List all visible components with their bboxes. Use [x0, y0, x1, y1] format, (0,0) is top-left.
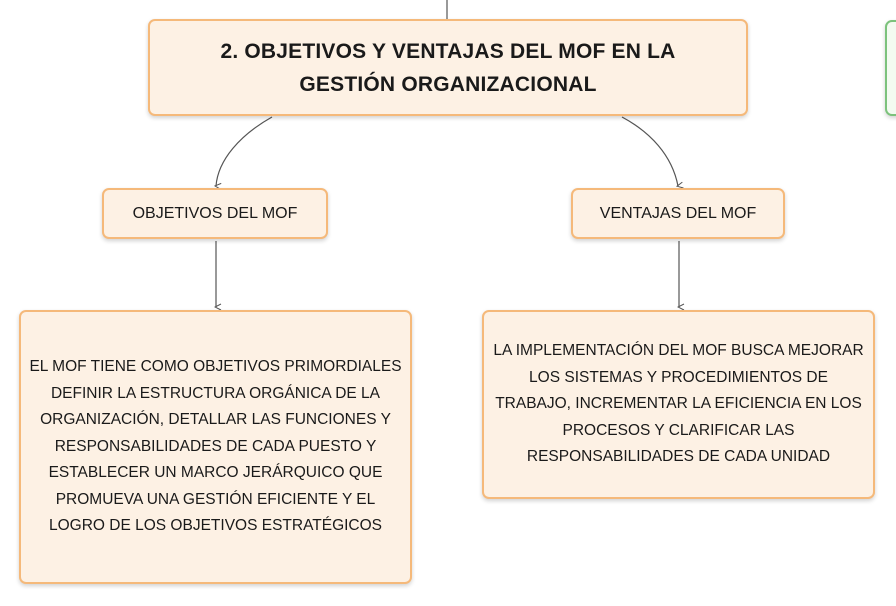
ventajas-detail-text: LA IMPLEMENTACIÓN DEL MOF BUSCA MEJORAR LOS SISTEMAS Y PROCEDIMIENTOS DE TRABAJO, INCREMENTAR LA EFICIENCIA EN LOS PROCESOS Y CLARIFICAR LAS RESPONSABILIDADES DE CADA UNIDAD: [493, 342, 864, 466]
ventajas-node[interactable]: [571, 188, 785, 239]
connector-to-objetivos: [216, 117, 272, 186]
main-topic-text: 2. OBJETIVOS Y VENTAJAS DEL MOF EN LA GESTIÓN ORGANIZACIONAL: [220, 39, 676, 96]
ventajas-detail-node[interactable]: [482, 310, 875, 499]
objetivos-node[interactable]: [102, 188, 328, 239]
connector-to-ventajas: [622, 117, 678, 186]
objetivos-detail-node[interactable]: [19, 310, 412, 584]
objetivos-label: OBJETIVOS DEL MOF: [132, 204, 298, 222]
ventajas-label: VENTAJAS DEL MOF: [599, 204, 757, 222]
objetivos-detail-text: EL MOF TIENE COMO OBJETIVOS PRIMORDIALES DEFINIR LA ESTRUCTURA ORGÁNICA DE LA ORGANIZACIÓN, DETALLAR LAS FUNCIONES Y RESPONSABILIDADES DE CADA PUESTO Y ESTABLECER UN MARCO JERÁRQUICO QUE PROMUEVA UNA GESTIÓN EFICIENTE Y EL LOGRO DE LOS OBJETIVOS ESTRATÉGICOS: [29, 358, 402, 535]
main-topic-node[interactable]: [148, 19, 748, 116]
adjacent-topic-node[interactable]: [885, 20, 896, 116]
